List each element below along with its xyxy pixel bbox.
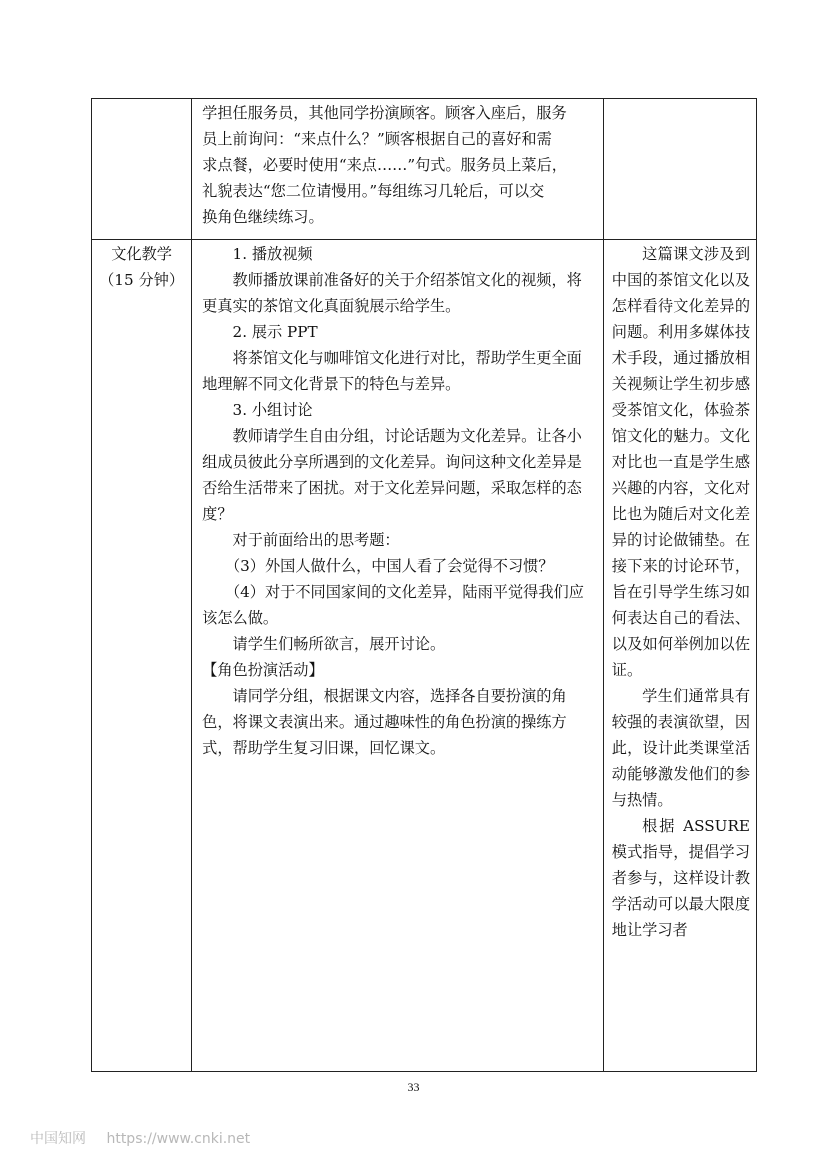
text-line: 换角色继续练习。 <box>202 208 324 226</box>
text-line: 员上前询问：“来点什么？”顾客根据自己的喜好和需 <box>202 130 552 148</box>
item-text: 将茶馆文化与咖啡馆文化进行对比，帮助学生更全面地理解不同文化背景下的特色与差异。 <box>202 349 582 393</box>
item-text: 教师播放课前准备好的关于介绍茶馆文化的视频，将更真实的茶馆文化真面貌展示给学生。 <box>202 271 582 315</box>
stage-cell <box>92 240 192 1072</box>
watermark <box>30 1128 266 1148</box>
note-paragraph: 根据 ASSURE 模式指导，提倡学习者参与，这样设计教学活动可以最大限度地让学习者 <box>611 817 750 939</box>
role-text: 请同学分组，根据课文内容，选择各自要扮演的角色，将课文表演出来。通过趣味性的角色扮演的操练方式，帮助学生复习旧课，回忆课文。 <box>202 687 567 757</box>
note-paragraph: 学生们通常具有较强的表演欲望，因此，设计此类课堂活动能够激发他们的参与热情。 <box>611 687 750 809</box>
stage-cell-empty <box>92 99 192 240</box>
text-line: 求点餐，必要时使用“来点……”句式。服务员上菜后， <box>202 156 567 174</box>
watermark-brand: 中国知网 <box>30 1131 86 1147</box>
activity-cell <box>192 99 604 240</box>
item-heading: 2. 展示 PPT <box>232 323 318 341</box>
table-row <box>92 99 757 240</box>
invite-text: 请学生们畅所欲言，展开讨论。 <box>232 635 446 653</box>
notes-cell-empty <box>603 99 756 240</box>
question-3: （3）外国人做什么，中国人看了会觉得不习惯？ <box>224 557 554 575</box>
item-heading: 3. 小组讨论 <box>232 401 313 419</box>
role-title: 【角色扮演活动】 <box>202 661 324 679</box>
think-intro: 对于前面给出的思考题： <box>232 531 400 549</box>
note-paragraph: 这篇课文涉及到中国的茶馆文化以及怎样看待文化差异的问题。利用多媒体技术手段，通过播放相关视频让学生初步感受茶馆文化，体验茶馆文化的魅力。文化对比也一直是学生感兴趣的内容，文化对比也为随后对文化差异的讨论做铺垫。在接下来的讨论环节，旨在引导学生练习如何表达自己的看法、以及如何举例加以佐证。 <box>611 245 750 679</box>
text-line: 学担任服务员，其他同学扮演顾客。顾客入座后，服务 <box>202 104 567 122</box>
activity-cell <box>192 240 604 1072</box>
item-text: 教师请学生自由分组，讨论话题为文化差异。让各小组成员彼此分享所遇到的文化差异。询问这种文化差异是否给生活带来了困扰。对于文化差异问题，采取怎样的态度？ <box>202 427 582 523</box>
lesson-plan-table <box>91 98 757 1072</box>
table-row <box>92 240 757 1072</box>
question-4: （4）对于不同国家间的文化差异，陆雨平觉得我们应该怎么做。 <box>202 583 584 627</box>
page-number: 33 <box>407 1080 420 1094</box>
stage-time: （15 分钟） <box>99 271 185 289</box>
stage-name: 文化教学 <box>111 245 172 263</box>
text-line: 礼貌表达“您二位请慢用。”每组练习几轮后，可以交 <box>202 182 545 200</box>
item-heading: 1. 播放视频 <box>232 245 313 263</box>
notes-cell <box>603 240 756 1072</box>
watermark-url: https://www.cnki.net <box>106 1131 251 1147</box>
